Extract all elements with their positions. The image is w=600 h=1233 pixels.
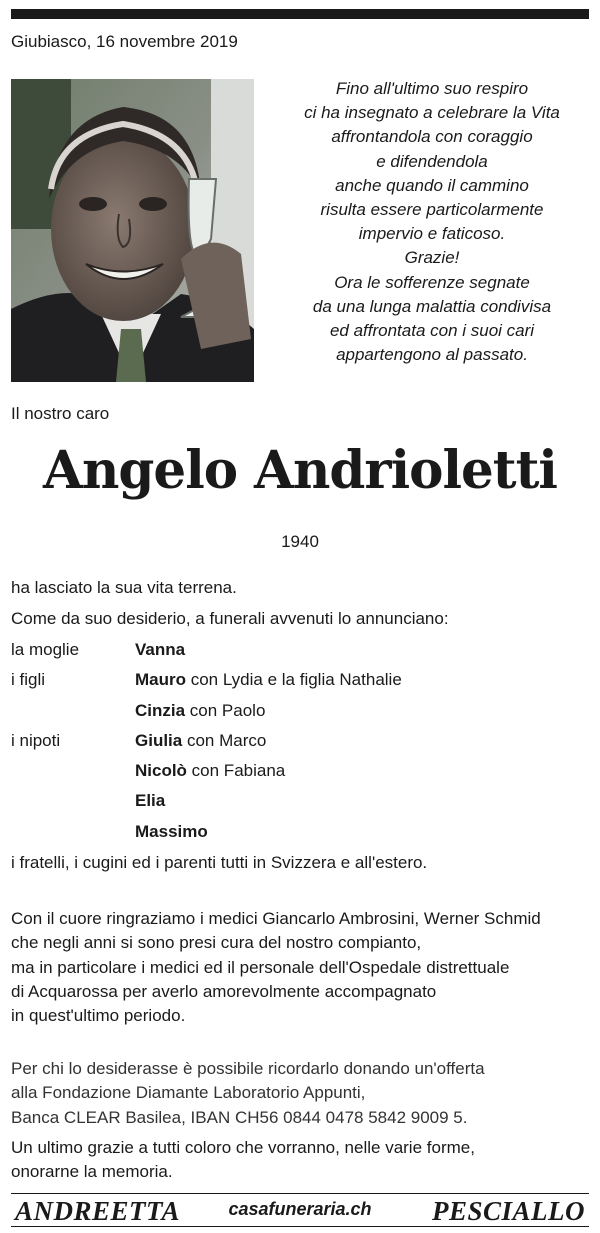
poem-line: Grazie!	[404, 248, 460, 268]
family-row	[11, 640, 571, 670]
final-thanks-line: Un ultimo grazie a tutti coloro che vorranno, nelle varie forme,	[11, 1138, 475, 1157]
family-relation: i figli	[11, 670, 46, 690]
poem-line: impervio e faticoso.	[358, 224, 506, 244]
family-member	[135, 791, 165, 811]
intro-text: Il nostro caro	[11, 404, 110, 423]
family-row	[11, 731, 571, 761]
member-detail: con Paolo	[185, 700, 266, 720]
family-row	[11, 761, 571, 791]
footer-rule-top	[11, 1193, 589, 1194]
poem-line: Ora le sofferenze segnate	[334, 272, 530, 292]
poem-line: Fino all'ultimo suo respiro	[335, 79, 529, 98]
family-row	[11, 822, 571, 852]
birth-year: 1940	[281, 532, 319, 551]
deceased-name: Angelo Andrioletti	[43, 440, 557, 501]
member-name: Vanna	[135, 640, 186, 659]
member-detail: con Marco	[182, 730, 267, 750]
donation-line: alla Fondazione Diamante Laboratorio Appunti,	[11, 1083, 366, 1103]
donation-line: Per chi lo desiderasse è possibile ricordarlo donando un'offerta	[11, 1059, 485, 1078]
family-member	[135, 640, 185, 660]
poem-line: risulta essere particolarmente	[320, 200, 544, 220]
poem-line: ci ha insegnato a celebrare la Vita	[304, 103, 560, 123]
poem-line: ed affrontata con i suoi cari	[329, 321, 535, 341]
thanks-line: Con il cuore ringraziamo i medici Giancarlo Ambrosini, Werner Schmid	[11, 909, 541, 928]
member-detail: con Lydia e la figlia Nathalie	[186, 670, 402, 690]
funeral-home-right: PESCIALLO	[431, 1196, 585, 1226]
funeral-home-website: casafuneraria.ch	[228, 1199, 372, 1219]
thanks-line: ma in particolare i medici ed il personale dell'Ospedale distrettuale	[11, 957, 510, 977]
family-row	[11, 701, 571, 731]
place-date: Giubiasco, 16 novembre 2019	[11, 32, 238, 51]
family-member	[135, 701, 265, 721]
family-row	[11, 670, 571, 700]
donation-line: Banca CLEAR Basilea, IBAN CH56 0844 0478 5842 9009 5.	[11, 1107, 468, 1127]
relatives-line: i fratelli, i cugini ed i parenti tutti in Svizzera e all'estero.	[11, 853, 428, 872]
top-rule	[11, 9, 589, 19]
family-row	[11, 791, 571, 821]
poem	[282, 77, 582, 367]
member-name: Elia	[135, 791, 166, 811]
poem-line: affrontandola con coraggio	[331, 127, 533, 147]
family-relation: i nipoti	[11, 730, 61, 750]
thanks-paragraph	[11, 907, 541, 1028]
announcement-line: ha lasciato la sua vita terrena.	[11, 578, 237, 597]
portrait-icon	[11, 79, 254, 382]
poem-line: da una lunga malattia condivisa	[312, 296, 552, 316]
family-member	[135, 761, 285, 781]
poem-line: appartengono al passato.	[336, 345, 528, 365]
portrait-photo	[11, 79, 254, 382]
member-detail: con Fabiana	[186, 761, 286, 781]
family-member	[135, 731, 266, 751]
thanks-line: in quest'ultimo periodo.	[11, 1006, 186, 1026]
member-name: Mauro	[135, 670, 186, 690]
thanks-line: di Acquarossa per averlo amorevolmente accompagnato	[11, 981, 437, 1001]
final-thanks-paragraph	[11, 1136, 475, 1185]
final-thanks-line: onorarne la memoria.	[11, 1162, 173, 1182]
member-name: Giulia	[135, 730, 183, 750]
member-name: Nicolò	[135, 761, 187, 781]
donation-paragraph	[11, 1057, 485, 1130]
member-name: Massimo	[135, 821, 208, 841]
poem-line: e difendendola	[376, 151, 488, 171]
family-member	[135, 670, 402, 690]
family-relation: la moglie	[11, 640, 80, 659]
poem-line: anche quando il cammino	[335, 175, 529, 195]
thanks-line: che negli anni si sono presi cura del nostro compianto,	[11, 933, 422, 953]
funeral-home-left: ANDREETTA	[15, 1196, 181, 1226]
footer	[11, 1196, 589, 1226]
announcement-line: Come da suo desiderio, a funerali avvenuti lo annunciano:	[11, 609, 449, 628]
family-member	[135, 822, 208, 842]
footer-rule-bottom	[11, 1226, 589, 1227]
member-name: Cinzia	[135, 700, 186, 720]
family-list	[11, 640, 571, 852]
